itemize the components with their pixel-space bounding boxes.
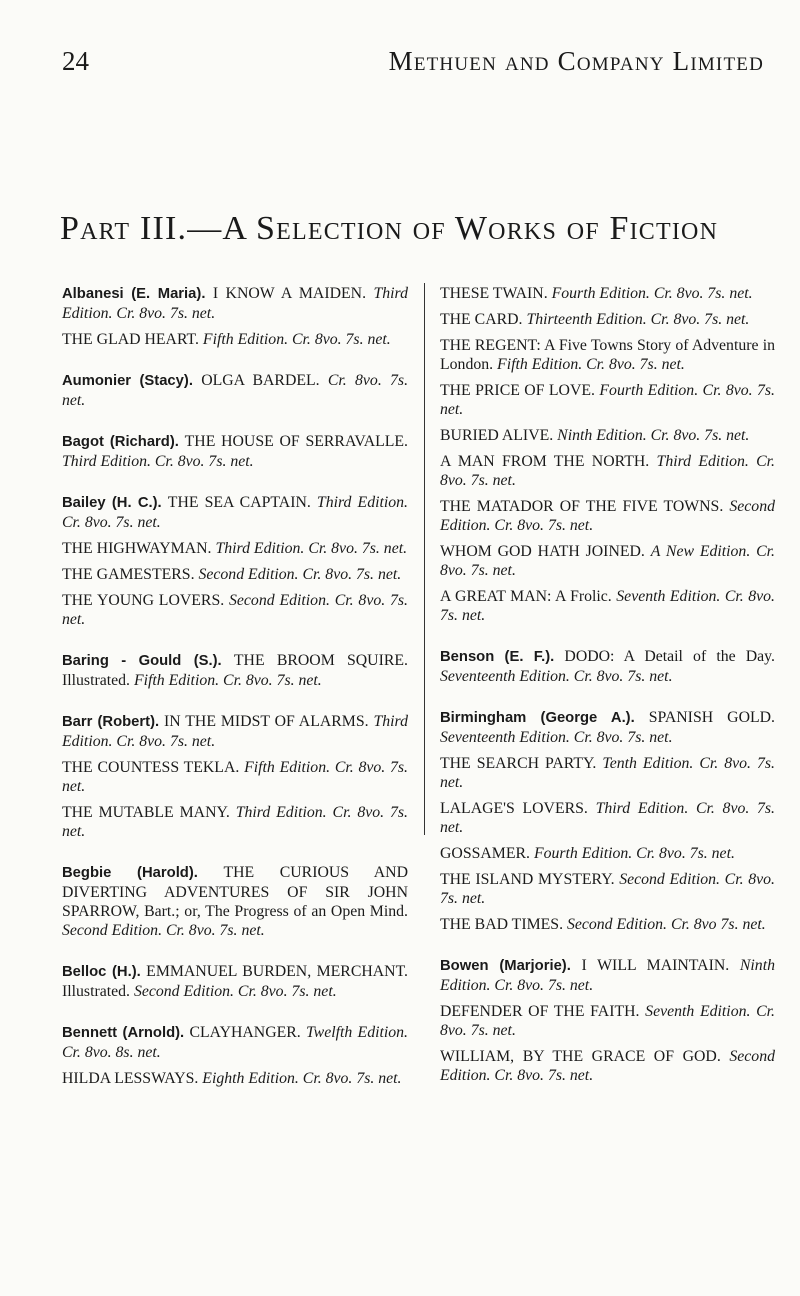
book-entry	[440, 844, 775, 863]
book-entry	[62, 565, 408, 584]
part-title: Part III.—A Selection of Works of Fiction	[60, 210, 719, 247]
edition-details: Fifth Edition. Cr. 8vo. 7s. net.	[62, 759, 408, 795]
book-title: THE SEARCH PARTY.	[440, 755, 597, 772]
book-title: THE GAMESTERS.	[62, 566, 195, 583]
book-title: A MAN FROM THE NORTH.	[440, 453, 650, 470]
author-name: Bennett (Arnold).	[62, 1025, 185, 1041]
book-entry	[62, 371, 408, 410]
edition-details: Seventeenth Edition. Cr. 8vo. 7s. net.	[440, 729, 673, 746]
book-entry	[440, 870, 775, 908]
book-entry	[62, 962, 408, 1001]
edition-details: Second Edition. Cr. 8vo. 7s. net.	[440, 871, 775, 907]
book-title: SPANISH GOLD.	[648, 709, 775, 726]
left-column	[62, 284, 408, 1110]
edition-details: Third Edition. Cr. 8vo. 7s. net.	[440, 453, 776, 489]
edition-details: A New Edition. Cr. 8vo. 7s. net.	[440, 543, 775, 579]
author-name: Bagot (Richard).	[62, 434, 179, 450]
book-entry	[62, 1069, 408, 1088]
edition-details: Third Edition. Cr. 8vo. 7s. net.	[215, 540, 408, 557]
book-title: THE REGENT: A Five Towns Story of Adventure in London.	[440, 337, 775, 373]
book-entry	[440, 426, 775, 445]
edition-details: Tenth Edition. Cr. 8vo. 7s. net.	[440, 755, 775, 791]
right-column	[440, 284, 775, 1107]
book-title: THE BROOM SQUIRE. Illustrated.	[62, 652, 408, 689]
edition-details: Third Edition. Cr. 8vo. 7s. net.	[62, 713, 409, 750]
edition-details: Second Edition. Cr. 8vo. 7s. net.	[440, 498, 775, 534]
book-entry	[62, 712, 408, 751]
book-entry	[440, 587, 775, 625]
book-title: THE HOUSE OF SERRAVALLE.	[184, 433, 408, 450]
book-title: WHOM GOD HATH JOINED.	[440, 543, 645, 560]
book-title: THE YOUNG LOVERS.	[62, 592, 225, 609]
book-title: THE HIGHWAYMAN.	[62, 540, 212, 557]
edition-details: Cr. 8vo. 7s. net.	[62, 372, 409, 409]
book-title: A GREAT MAN: A Frolic.	[440, 588, 612, 605]
book-entry	[62, 758, 408, 796]
edition-details: Seventh Edition. Cr. 8vo. 7s. net.	[440, 1003, 776, 1039]
edition-details: Fourth Edition. Cr. 8vo. 7s. net.	[440, 382, 775, 418]
edition-details: Third Edition. Cr. 8vo. 7s. net.	[440, 800, 775, 836]
author-block	[62, 863, 408, 940]
edition-details: Fourth Edition. Cr. 8vo. 7s. net.	[533, 845, 735, 862]
edition-details: Thirteenth Edition. Cr. 8vo. 7s. net.	[526, 311, 750, 328]
book-title: WILLIAM, BY THE GRACE OF GOD.	[440, 1048, 721, 1065]
column-divider	[424, 283, 425, 835]
book-title: THE GLAD HEART.	[62, 331, 199, 348]
book-entry	[62, 651, 408, 690]
author-name: Benson (E. F.).	[440, 649, 555, 665]
book-title: THE MATADOR OF THE FIVE TOWNS.	[440, 498, 724, 515]
edition-details: Second Edition. Cr. 8vo 7s. net.	[566, 916, 766, 933]
edition-details: Twelfth Edition. Cr. 8vo. 8s. net.	[62, 1024, 409, 1061]
book-entry	[440, 956, 775, 995]
edition-details: Ninth Edition. Cr. 8vo. 7s. net.	[557, 427, 750, 444]
book-entry	[440, 336, 775, 374]
book-entry	[62, 803, 408, 841]
book-title: DODO: A Detail of the Day.	[564, 648, 775, 665]
edition-details: Eighth Edition. Cr. 8vo. 7s. net.	[202, 1070, 402, 1087]
author-name: Bailey (H. C.).	[62, 495, 162, 511]
edition-details: Third Edition. Cr. 8vo. 7s. net.	[62, 285, 408, 322]
author-name: Baring - Gould (S.).	[62, 653, 222, 669]
edition-details: Second Edition. Cr. 8vo. 7s. net.	[198, 566, 402, 583]
book-title: THE CURIOUS AND DIVERTING ADVENTURES OF SIR JOHN SPARROW, Bart.; or, The Progress of an Open Mind.	[62, 864, 408, 920]
edition-details: Second Edition. Cr. 8vo. 7s. net.	[62, 922, 265, 939]
book-entry	[440, 754, 775, 792]
author-name: Birmingham (George A.).	[440, 710, 635, 726]
author-block	[62, 284, 408, 349]
book-entry	[440, 310, 775, 329]
book-title: I KNOW A MAIDEN.	[212, 285, 367, 302]
book-title: OLGA BARDEL.	[201, 372, 320, 389]
edition-details: Third Edition. Cr. 8vo. 7s. net.	[62, 804, 408, 840]
author-block	[440, 647, 775, 686]
book-entry	[440, 542, 775, 580]
edition-details: Fifth Edition. Cr. 8vo. 7s. net.	[133, 672, 322, 689]
book-entry	[440, 497, 775, 535]
author-name: Albanesi (E. Maria).	[62, 286, 206, 302]
author-block	[62, 651, 408, 690]
author-name: Belloc (H.).	[62, 964, 141, 980]
edition-details: Second Edition. Cr. 8vo. 7s. net.	[133, 983, 337, 1000]
book-entry	[62, 863, 408, 940]
edition-details: Seventh Edition. Cr. 8vo. 7s. net.	[440, 588, 776, 624]
page-number: 24	[62, 46, 89, 76]
author-block	[62, 493, 408, 629]
book-entry	[440, 799, 775, 837]
book-entry	[440, 452, 775, 490]
book-entry	[440, 708, 775, 747]
edition-details: Fifth Edition. Cr. 8vo. 7s. net.	[202, 331, 391, 348]
book-entry	[62, 1023, 408, 1062]
author-block	[62, 1023, 408, 1088]
author-name: Begbie (Harold).	[62, 865, 198, 881]
book-title: EMMANUEL BURDEN, MERCHANT. Illustrated.	[62, 963, 408, 1000]
edition-details: Third Edition. Cr. 8vo. 7s. net.	[62, 453, 254, 470]
author-name: Barr (Robert).	[62, 714, 160, 730]
author-block	[62, 371, 408, 410]
author-block	[62, 712, 408, 841]
book-entry	[440, 647, 775, 686]
running-title: Methuen and Company Limited	[388, 46, 764, 76]
book-title: CLAYHANGER.	[189, 1024, 301, 1041]
book-title: I WILL MAINTAIN.	[581, 957, 730, 974]
book-entry	[62, 330, 408, 349]
book-entry	[62, 493, 408, 532]
book-entry	[440, 284, 775, 303]
book-title: IN THE MIDST OF ALARMS.	[164, 713, 369, 730]
edition-details: Ninth Edition. Cr. 8vo. 7s. net.	[440, 957, 775, 994]
edition-details: Second Edition. Cr. 8vo. 7s. net.	[62, 592, 408, 628]
book-entry	[62, 591, 408, 629]
author-block	[440, 708, 775, 934]
book-entry	[62, 539, 408, 558]
book-title: DEFENDER OF THE FAITH.	[440, 1003, 640, 1020]
book-title: GOSSAMER.	[440, 845, 530, 862]
edition-details: Second Edition. Cr. 8vo. 7s. net.	[440, 1048, 775, 1084]
author-block	[62, 432, 408, 471]
book-entry	[440, 915, 775, 934]
author-name: Bowen (Marjorie).	[440, 958, 571, 974]
book-entry	[440, 1002, 775, 1040]
author-block	[62, 962, 408, 1001]
book-title: THE BAD TIMES.	[440, 916, 564, 933]
edition-details: Third Edition. Cr. 8vo. 7s. net.	[62, 494, 409, 531]
edition-details: Fourth Edition. Cr. 8vo. 7s. net.	[551, 285, 753, 302]
book-entry	[62, 432, 408, 471]
book-title: THESE TWAIN.	[440, 285, 548, 302]
book-entry	[62, 284, 408, 323]
author-block	[440, 284, 775, 625]
book-title: THE ISLAND MYSTERY.	[440, 871, 615, 888]
page-header	[62, 46, 764, 86]
book-title: HILDA LESSWAYS.	[62, 1070, 199, 1087]
book-title: THE COUNTESS TEKLA.	[62, 759, 240, 776]
edition-details: Seventeenth Edition. Cr. 8vo. 7s. net.	[440, 668, 673, 685]
book-entry	[440, 1047, 775, 1085]
book-title: LALAGE'S LOVERS.	[440, 800, 588, 817]
edition-details: Fifth Edition. Cr. 8vo. 7s. net.	[497, 356, 685, 373]
book-title: THE MUTABLE MANY.	[62, 804, 230, 821]
book-title: BURIED ALIVE.	[440, 427, 554, 444]
book-entry	[440, 381, 775, 419]
book-title: THE SEA CAPTAIN.	[167, 494, 311, 511]
book-title: THE PRICE OF LOVE.	[440, 382, 595, 399]
book-title: THE CARD.	[440, 311, 523, 328]
author-name: Aumonier (Stacy).	[62, 373, 193, 389]
author-block	[440, 956, 775, 1085]
